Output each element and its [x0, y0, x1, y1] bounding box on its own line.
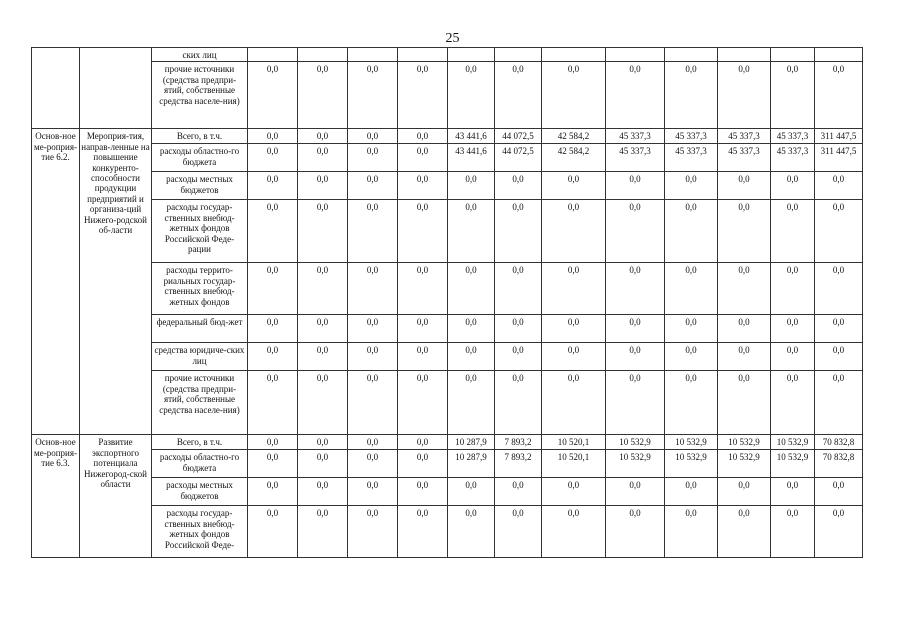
value-cell: 0,0: [495, 343, 542, 371]
value-cell: 10 532,9: [771, 450, 815, 478]
value-cell: 0,0: [348, 450, 398, 478]
source-cell: расходы местных бюджетов: [152, 478, 248, 506]
value-cell: 0,0: [771, 62, 815, 129]
value-cell: 0,0: [815, 62, 863, 129]
value-cell: 0,0: [248, 478, 298, 506]
value-cell: 0,0: [665, 315, 718, 343]
value-cell: 0,0: [298, 343, 348, 371]
value-cell: 45 337,3: [665, 129, 718, 144]
value-cell: 10 532,9: [665, 435, 718, 450]
value-cell: 45 337,3: [718, 129, 771, 144]
value-cell: [771, 48, 815, 62]
value-cell: 0,0: [448, 263, 495, 315]
source-cell: Всего, в т.ч.: [152, 129, 248, 144]
value-cell: 0,0: [606, 478, 665, 506]
value-cell: 0,0: [348, 506, 398, 558]
value-cell: 0,0: [348, 315, 398, 343]
value-cell: 44 072,5: [495, 129, 542, 144]
value-cell: 45 337,3: [606, 129, 665, 144]
value-cell: 10 532,9: [718, 450, 771, 478]
value-cell: 0,0: [248, 315, 298, 343]
table-row: [32, 315, 863, 343]
value-cell: 0,0: [771, 506, 815, 558]
value-cell: 0,0: [771, 315, 815, 343]
table-row: [32, 343, 863, 371]
value-cell: 0,0: [248, 506, 298, 558]
value-cell: 0,0: [495, 62, 542, 129]
value-cell: 0,0: [348, 62, 398, 129]
value-cell: 0,0: [398, 450, 448, 478]
table-row: [32, 263, 863, 315]
value-cell: 0,0: [448, 315, 495, 343]
value-cell: 0,0: [665, 371, 718, 435]
value-cell: 0,0: [398, 343, 448, 371]
value-cell: 7 893,2: [495, 450, 542, 478]
value-cell: 45 337,3: [771, 144, 815, 172]
value-cell: [298, 48, 348, 62]
value-cell: 43 441,6: [448, 144, 495, 172]
value-cell: 0,0: [495, 478, 542, 506]
source-cell: расходы террито-риальных государ-ственных внебюд-жетных фондов: [152, 263, 248, 315]
main-event-cell: Основ-ное ме-роприя-тие 6.2.: [32, 129, 80, 435]
value-cell: 0,0: [248, 200, 298, 263]
value-cell: 0,0: [771, 263, 815, 315]
value-cell: 0,0: [348, 371, 398, 435]
value-cell: 0,0: [542, 478, 606, 506]
value-cell: 0,0: [248, 62, 298, 129]
value-cell: 0,0: [398, 478, 448, 506]
value-cell: 0,0: [348, 343, 398, 371]
value-cell: 0,0: [815, 172, 863, 200]
value-cell: 0,0: [298, 435, 348, 450]
value-cell: 0,0: [718, 315, 771, 343]
value-cell: 42 584,2: [542, 144, 606, 172]
value-cell: 10 520,1: [542, 435, 606, 450]
value-cell: 0,0: [298, 506, 348, 558]
value-cell: 0,0: [815, 200, 863, 263]
source-cell: прочие источники (средства предпри-ятий, собственные средства населе-ния): [152, 62, 248, 129]
value-cell: 0,0: [718, 343, 771, 371]
value-cell: 0,0: [665, 506, 718, 558]
source-cell: расходы государ-ственных внебюд-жетных фондов Российской Феде-рации: [152, 200, 248, 263]
measure-cell: Развитие экспортного потенциала Нижегород-ской области: [80, 435, 152, 558]
value-cell: 0,0: [398, 144, 448, 172]
value-cell: 311 447,5: [815, 129, 863, 144]
value-cell: 0,0: [248, 144, 298, 172]
value-cell: 0,0: [495, 315, 542, 343]
value-cell: 0,0: [448, 172, 495, 200]
value-cell: 0,0: [398, 315, 448, 343]
source-cell: федеральный бюд-жет: [152, 315, 248, 343]
value-cell: 0,0: [718, 371, 771, 435]
value-cell: 0,0: [718, 478, 771, 506]
value-cell: 0,0: [815, 371, 863, 435]
value-cell: 45 337,3: [606, 144, 665, 172]
table-row: [32, 478, 863, 506]
value-cell: 0,0: [298, 172, 348, 200]
value-cell: 0,0: [542, 315, 606, 343]
value-cell: 0,0: [606, 200, 665, 263]
value-cell: [398, 48, 448, 62]
value-cell: [248, 48, 298, 62]
value-cell: 0,0: [248, 435, 298, 450]
table-row: [32, 200, 863, 263]
value-cell: 0,0: [398, 371, 448, 435]
value-cell: 0,0: [771, 172, 815, 200]
value-cell: 0,0: [495, 200, 542, 263]
value-cell: 0,0: [606, 343, 665, 371]
source-cell: расходы областно-го бюджета: [152, 144, 248, 172]
value-cell: 0,0: [542, 263, 606, 315]
value-cell: 0,0: [248, 172, 298, 200]
value-cell: 0,0: [665, 172, 718, 200]
value-cell: 0,0: [348, 263, 398, 315]
main-event-cell: Основ-ное ме-роприя-тие 6.3.: [32, 435, 80, 558]
value-cell: 0,0: [815, 478, 863, 506]
measure-cell: [80, 48, 152, 129]
table-row: [32, 435, 863, 450]
measure-cell: Мероприя-тия, направ-ленные на повышение конкуренто-способности продукции предприятий и организа-ций Нижего-родской об-ласти: [80, 129, 152, 435]
value-cell: 0,0: [718, 172, 771, 200]
value-cell: 0,0: [606, 62, 665, 129]
page-number: 25: [445, 31, 460, 46]
value-cell: 10 532,9: [606, 435, 665, 450]
value-cell: 0,0: [248, 371, 298, 435]
value-cell: 0,0: [718, 263, 771, 315]
value-cell: 0,0: [398, 435, 448, 450]
table-row: [32, 62, 863, 129]
value-cell: 0,0: [298, 144, 348, 172]
table-row: [32, 172, 863, 200]
source-cell: расходы местных бюджетов: [152, 172, 248, 200]
value-cell: 0,0: [398, 263, 448, 315]
value-cell: 70 832,8: [815, 450, 863, 478]
source-cell: прочие источники (средства предпри-ятий, собственные средства населе-ния): [152, 371, 248, 435]
value-cell: 0,0: [495, 506, 542, 558]
value-cell: 0,0: [606, 263, 665, 315]
value-cell: 0,0: [815, 263, 863, 315]
value-cell: 0,0: [665, 200, 718, 263]
value-cell: [542, 48, 606, 62]
value-cell: 0,0: [606, 506, 665, 558]
value-cell: [815, 48, 863, 62]
value-cell: 45 337,3: [771, 129, 815, 144]
table-row: [32, 144, 863, 172]
value-cell: 0,0: [542, 506, 606, 558]
value-cell: 0,0: [298, 129, 348, 144]
value-cell: 0,0: [665, 62, 718, 129]
value-cell: 70 832,8: [815, 435, 863, 450]
value-cell: 0,0: [298, 478, 348, 506]
value-cell: 0,0: [298, 450, 348, 478]
value-cell: 0,0: [542, 371, 606, 435]
value-cell: 0,0: [448, 478, 495, 506]
value-cell: [448, 48, 495, 62]
value-cell: 0,0: [448, 506, 495, 558]
table-row: [32, 371, 863, 435]
table-row: [32, 129, 863, 144]
source-cell: средства юридиче-ских лиц: [152, 343, 248, 371]
value-cell: 44 072,5: [495, 144, 542, 172]
value-cell: 0,0: [298, 371, 348, 435]
value-cell: 0,0: [448, 200, 495, 263]
value-cell: 45 337,3: [665, 144, 718, 172]
value-cell: 0,0: [248, 129, 298, 144]
value-cell: 0,0: [398, 172, 448, 200]
value-cell: 0,0: [298, 315, 348, 343]
value-cell: 0,0: [298, 263, 348, 315]
value-cell: 0,0: [665, 478, 718, 506]
value-cell: 10 532,9: [718, 435, 771, 450]
value-cell: 10 520,1: [542, 450, 606, 478]
value-cell: 0,0: [298, 62, 348, 129]
value-cell: 0,0: [348, 200, 398, 263]
value-cell: [348, 48, 398, 62]
value-cell: 0,0: [448, 343, 495, 371]
value-cell: [718, 48, 771, 62]
value-cell: 0,0: [398, 129, 448, 144]
value-cell: 0,0: [718, 62, 771, 129]
value-cell: 0,0: [398, 506, 448, 558]
value-cell: 0,0: [815, 315, 863, 343]
value-cell: 10 532,9: [606, 450, 665, 478]
value-cell: 0,0: [815, 343, 863, 371]
source-cell: Всего, в т.ч.: [152, 435, 248, 450]
value-cell: 0,0: [398, 200, 448, 263]
value-cell: 0,0: [448, 62, 495, 129]
value-cell: 7 893,2: [495, 435, 542, 450]
value-cell: 0,0: [542, 62, 606, 129]
source-cell: расходы областно-го бюджета: [152, 450, 248, 478]
value-cell: 10 532,9: [771, 435, 815, 450]
value-cell: 0,0: [348, 144, 398, 172]
value-cell: 0,0: [298, 200, 348, 263]
value-cell: [665, 48, 718, 62]
value-cell: 0,0: [815, 506, 863, 558]
source-cell: ских лиц: [152, 48, 248, 62]
value-cell: 0,0: [348, 435, 398, 450]
value-cell: 42 584,2: [542, 129, 606, 144]
funding-table: [31, 47, 863, 558]
value-cell: [606, 48, 665, 62]
value-cell: 0,0: [348, 129, 398, 144]
value-cell: 10 532,9: [665, 450, 718, 478]
value-cell: 0,0: [542, 172, 606, 200]
value-cell: 0,0: [606, 371, 665, 435]
value-cell: 0,0: [771, 343, 815, 371]
value-cell: 0,0: [606, 172, 665, 200]
table-row: [32, 450, 863, 478]
table-row: [32, 506, 863, 558]
value-cell: 0,0: [606, 315, 665, 343]
value-cell: 0,0: [665, 263, 718, 315]
value-cell: 0,0: [718, 506, 771, 558]
value-cell: 0,0: [542, 200, 606, 263]
table-row: [32, 48, 863, 62]
value-cell: 0,0: [398, 62, 448, 129]
value-cell: 0,0: [348, 172, 398, 200]
value-cell: 0,0: [495, 371, 542, 435]
value-cell: 0,0: [771, 478, 815, 506]
value-cell: 0,0: [665, 343, 718, 371]
value-cell: 0,0: [495, 172, 542, 200]
value-cell: 0,0: [542, 343, 606, 371]
value-cell: 45 337,3: [718, 144, 771, 172]
value-cell: 43 441,6: [448, 129, 495, 144]
value-cell: 0,0: [248, 343, 298, 371]
value-cell: [495, 48, 542, 62]
value-cell: 0,0: [248, 450, 298, 478]
value-cell: 10 287,9: [448, 435, 495, 450]
value-cell: 0,0: [771, 200, 815, 263]
source-cell: расходы государ-ственных внебюд-жетных фондов Российской Феде-: [152, 506, 248, 558]
main-event-cell: [32, 48, 80, 129]
value-cell: 0,0: [348, 478, 398, 506]
value-cell: 0,0: [448, 371, 495, 435]
value-cell: 0,0: [718, 200, 771, 263]
value-cell: 10 287,9: [448, 450, 495, 478]
value-cell: 0,0: [248, 263, 298, 315]
value-cell: 0,0: [495, 263, 542, 315]
value-cell: 0,0: [771, 371, 815, 435]
value-cell: 311 447,5: [815, 144, 863, 172]
